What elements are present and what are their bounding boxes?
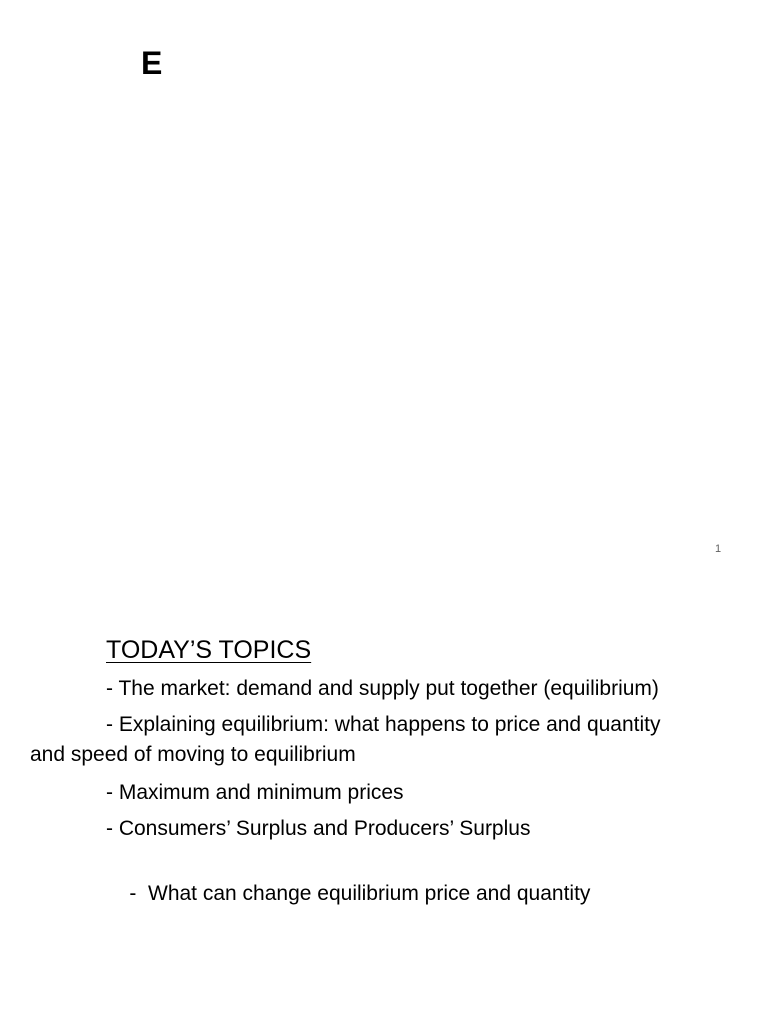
slide-header-letter: E: [141, 45, 163, 81]
topic-item-text: - Maximum and minimum prices: [106, 781, 404, 804]
topic-item-continuation: and speed of moving to equilibrium: [30, 743, 356, 766]
topic-item-change-equilibrium: [106, 849, 590, 939]
topic-item-text: - What can change equilibrium price and quantity: [129, 882, 591, 905]
topic-item-text: - Consumers’ Surplus and Producers’ Surplus: [106, 817, 531, 840]
topic-item-max-min-prices: [106, 778, 404, 808]
topic-item-explaining-equilibrium: [30, 710, 661, 770]
topics-heading: TODAY’S TOPICS: [106, 636, 312, 664]
topic-item-text: - Explaining equilibrium: what happens to price and quantity: [106, 713, 661, 736]
page-number: 1: [715, 543, 722, 555]
topic-item-market: [106, 674, 659, 704]
topic-item-text: - The market: demand and supply put together (equilibrium): [106, 677, 659, 700]
topic-item-surplus: [106, 814, 530, 844]
